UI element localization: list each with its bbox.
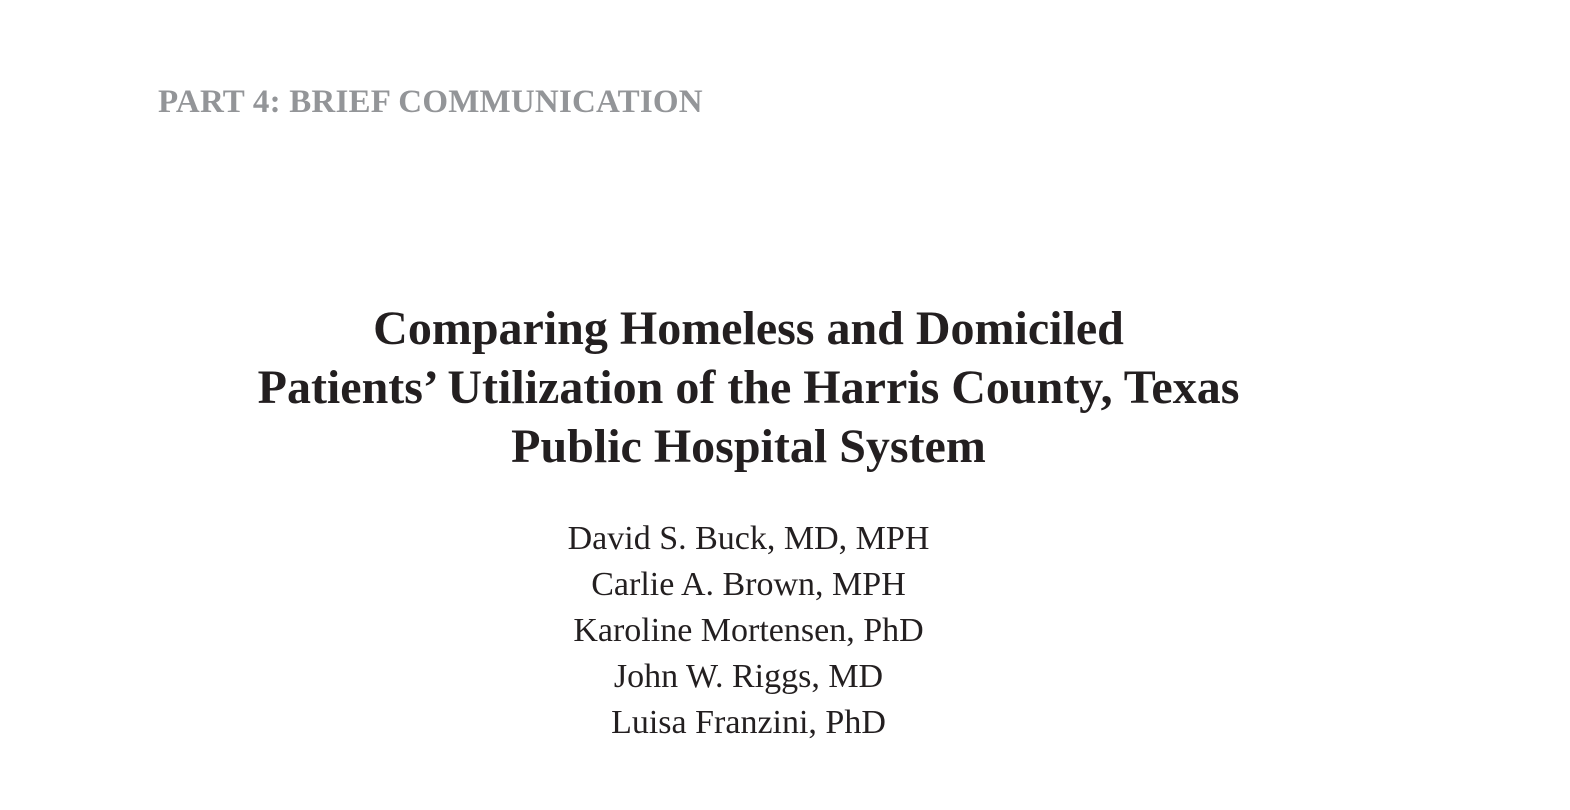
author-name: Carlie A. Brown, MPH bbox=[591, 566, 906, 603]
title-line-2: Patients’ Utilization of the Harris County, Texas bbox=[257, 361, 1240, 414]
section-label: PART 4: BRIEF COMMUNICATION bbox=[158, 84, 703, 120]
author-name: Karoline Mortensen, PhD bbox=[573, 612, 924, 649]
title-line-3: Public Hospital System bbox=[511, 420, 986, 473]
author-name: Luisa Franzini, PhD bbox=[611, 704, 886, 741]
author-list bbox=[0, 516, 1497, 746]
author-name: John W. Riggs, MD bbox=[613, 658, 884, 695]
author-name: David S. Buck, MD, MPH bbox=[567, 520, 930, 557]
article-title bbox=[0, 299, 1497, 476]
title-line-1: Comparing Homeless and Domiciled bbox=[373, 302, 1124, 355]
